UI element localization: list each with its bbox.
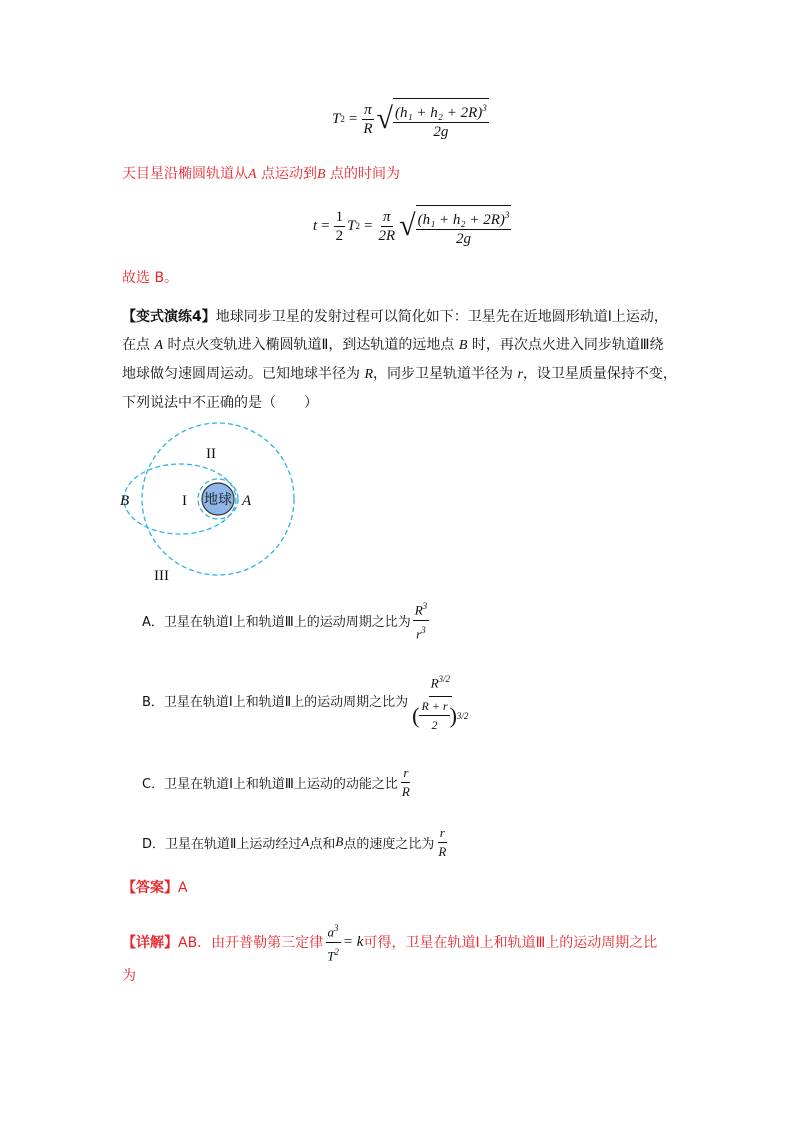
radicand-den: 2g	[433, 123, 449, 140]
option-b[interactable]: B．卫星在轨道Ⅰ上和轨道Ⅱ上的运动周期之比为 $R^{3/2}$ ( $\frac{R + r}{2}$ ) 3/2	[142, 662, 470, 738]
formula-pi-over-R	[361, 101, 374, 138]
explanation-line: 天目星沿椭圆轨道从A 点运动到B 点的时间为	[122, 166, 401, 182]
problem-tag: 【变式演练4】	[122, 309, 216, 325]
frac-num: π	[364, 101, 372, 118]
answer-line	[122, 874, 188, 902]
option-a-fraction: $\frac{R^3}{r^3}$	[413, 597, 429, 643]
frac-pi-over-2R: $\frac{\pi}{2R}$	[378, 208, 396, 244]
option-d[interactable]: D．卫星在轨道Ⅱ上运动经过 A 点和 B 点的速度之比为 $\frac{r}{R}$	[142, 824, 447, 859]
radical-sign: √	[399, 209, 416, 242]
formula-eq: =	[348, 110, 358, 127]
option-b-fraction: $R^{3/2}$ ( $\frac{R + r}{2}$ ) 3/2	[410, 666, 470, 734]
conclusion-line: 故选 B。	[122, 270, 179, 286]
formula-t: t	[313, 217, 318, 234]
detail-line-2: 为	[122, 968, 136, 984]
formula-lhs: T	[332, 110, 341, 127]
formula-lhs-sub: 2	[340, 114, 345, 124]
earth-label: 地球	[204, 492, 232, 508]
problem-statement	[122, 303, 682, 417]
label-A: A	[242, 493, 252, 509]
formula-eq: =	[321, 217, 330, 234]
frac-one-half: $\frac{1}{2}$	[335, 208, 344, 244]
problem-line-2: 在点 A 时点火变轨进入椭圆轨道Ⅱ，到达轨道的远地点 B 时，再次点火进入同步轨道Ⅲ绕	[122, 337, 664, 353]
label-B: B	[120, 493, 130, 509]
formula-T2: T	[347, 217, 356, 234]
answer-value: A	[178, 880, 188, 896]
radicand	[393, 98, 489, 141]
kepler-fraction: $\frac{a^3}{T^2}$	[325, 919, 341, 965]
formula-period-ellipse	[332, 96, 489, 142]
option-d-fraction: $\frac{r}{R}$	[438, 824, 447, 859]
detail-line-1: 【详解】 AB．由开普勒第三定律 $\frac{a^3}{T^2}$ = k 可得，卫星在轨道Ⅰ上和轨道Ⅲ上的运动周期之比	[122, 920, 657, 964]
orbit-diagram	[110, 420, 310, 590]
radicand: $\frac{(h_1 + h_2 + 2R)^3}{2g}$	[416, 205, 512, 248]
problem-line-1: 【变式演练4】地球同步卫星的发射过程可以简化如下：卫星先在近地圆形轨道Ⅰ上运动，	[122, 309, 668, 325]
option-c-fraction: $\frac{r}{R}$	[401, 764, 410, 799]
formula-time-half-period: t = $\frac{1}{2}$ T 2 = $\frac{\pi}{2R}$ √ $\frac{(h_1 + h_2 + 2R)^3}{2g}$	[313, 203, 511, 249]
label-II: II	[206, 446, 216, 462]
answer-tag: 【答案】	[122, 880, 178, 896]
option-c[interactable]: C．卫星在轨道Ⅰ上和轨道Ⅲ上运动的动能之比 $\frac{r}{R}$	[142, 764, 410, 799]
problem-line-4: 下列说法中不正确的是（ ）	[122, 395, 318, 411]
frac-den: R	[363, 120, 373, 137]
radicand-num: $(h_1 + h_2 + 2R)^3$	[393, 99, 489, 123]
detail-tag: 【详解】	[122, 935, 178, 951]
radical-sign: √	[376, 102, 393, 135]
problem-line-3: 地球做匀速圆周运动。已知地球半径为 R，同步卫星轨道半径为 r，设卫星质量保持不变，	[122, 366, 677, 382]
option-a[interactable]: A．卫星在轨道Ⅰ上和轨道Ⅲ上的运动周期之比为 $\frac{R^3}{r^3}$	[142, 600, 429, 640]
label-III: III	[154, 568, 169, 584]
label-I: I	[182, 493, 187, 509]
